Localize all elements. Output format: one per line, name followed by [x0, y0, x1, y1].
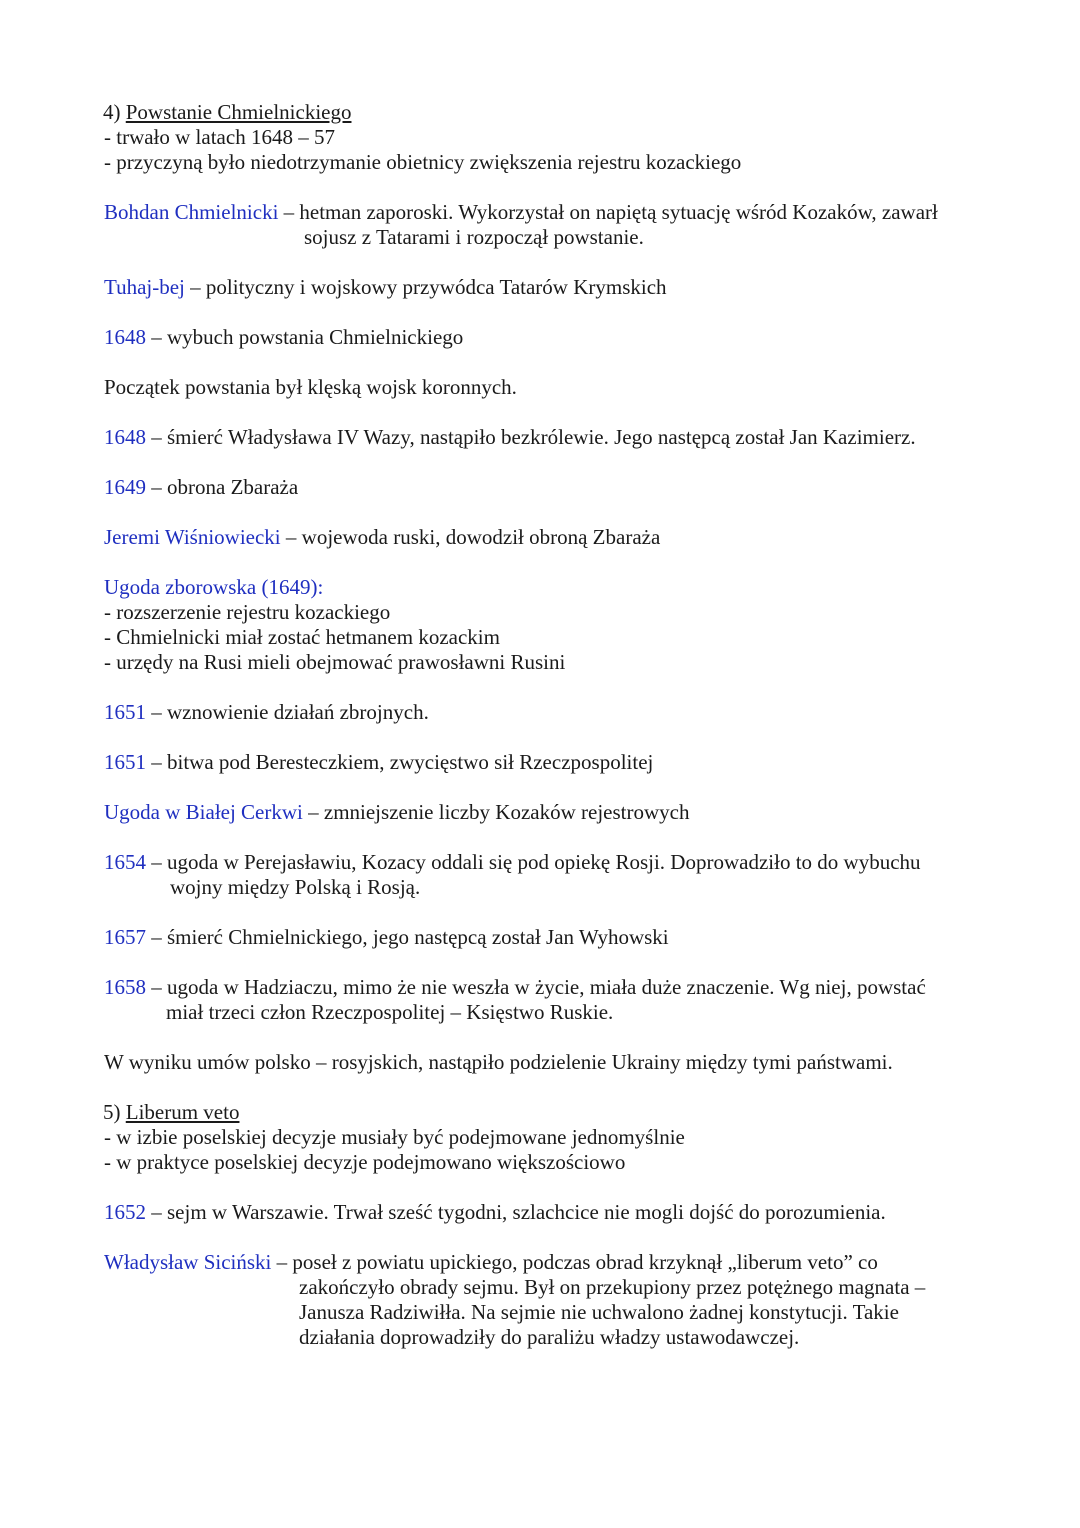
entry-1654 [104, 850, 994, 875]
paragraph: W wyniku umów polsko – rosyjskich, nastąpiło podzielenie Ukrainy między tymi państwami. [104, 1050, 893, 1074]
entry-continuation: zakończyło obrady sejmu. Był on przekupiony przez potężnego magnata – [299, 1275, 926, 1299]
section-5-heading [103, 1100, 994, 1125]
year: 1651 [104, 700, 146, 724]
section-number: 4) [103, 100, 126, 124]
year: 1658 [104, 975, 146, 999]
entry-bohdan [104, 200, 994, 225]
entry-tuhaj [104, 275, 994, 300]
entry-1657 [104, 925, 994, 950]
term: Bohdan Chmielnicki [104, 200, 279, 224]
definition: – wznowienie działań zbrojnych. [146, 700, 429, 724]
entry-1648-death [104, 425, 994, 450]
entry-1651-battle [104, 750, 994, 775]
year: 1654 [104, 850, 146, 874]
definition: – śmierć Władysława IV Wazy, nastąpiło bezkrólewie. Jego następcą został Jan Kazimierz. [146, 425, 916, 449]
section-number: 5) [103, 1100, 126, 1124]
entry-biala-cerkiew [104, 800, 994, 825]
definition: – ugoda w Perejasławiu, Kozacy oddali się pod opiekę Rosji. Doprowadziło to do wybuchu [146, 850, 921, 874]
paragraph: Początek powstania był klęską wojsk koronnych. [104, 375, 517, 399]
bullet: - w izbie poselskiej decyzje musiały być podejmowane jednomyślnie [104, 1125, 685, 1149]
year: 1648 [104, 425, 146, 449]
section-title: Powstanie Chmielnickiego [125, 100, 352, 124]
entry-1651-resume [104, 700, 994, 725]
year: 1648 [104, 325, 146, 349]
section-4-heading [103, 100, 994, 125]
term: Władysław Siciński [104, 1250, 272, 1274]
bullet: - Chmielnicki miał zostać hetmanem kozackim [104, 625, 500, 649]
definition: – polityczny i wojskowy przywódca Tatarów Krymskich [184, 275, 667, 299]
entry-continuation: działania doprowadziły do paraliżu władzy ustawodawczej. [299, 1325, 800, 1349]
entry-1649 [104, 475, 994, 500]
entry-continuation: sojusz z Tatarami i rozpoczął powstanie. [304, 225, 644, 249]
entry-continuation: Janusza Radziwiłła. Na sejmie nie uchwalono żadnej konstytucji. Takie [299, 1300, 899, 1324]
term: Tuhaj-bej [104, 275, 185, 299]
bullet: - przyczyną było niedotrzymanie obietnicy zwiększenia rejestru kozackiego [104, 150, 742, 174]
term: Jeremi Wiśniowiecki [104, 525, 281, 549]
bullet: - rozszerzenie rejestru kozackiego [104, 600, 391, 624]
definition: – obrona Zbaraża [146, 475, 299, 499]
definition: – sejm w Warszawie. Trwał sześć tygodni, szlachcice nie mogli dojść do porozumienia. [146, 1200, 886, 1224]
definition: – wybuch powstania Chmielnickiego [146, 325, 464, 349]
entry-1658 [104, 975, 994, 1000]
term: Ugoda w Białej Cerkwi [104, 800, 303, 824]
entry-ugoda-zborowska: Ugoda zborowska (1649): [104, 575, 324, 599]
entry-jeremi [104, 525, 994, 550]
year: 1657 [104, 925, 146, 949]
document-page [104, 100, 994, 1350]
definition: – wojewoda ruski, dowodził obroną Zbaraża [280, 525, 661, 549]
entry-sicinski [104, 1250, 994, 1275]
section-title: Liberum veto [125, 1100, 240, 1124]
definition: – hetman zaporoski. Wykorzystał on napiętą sytuację wśród Kozaków, zawarł [278, 200, 938, 224]
entry-continuation: wojny między Polską i Rosją. [170, 875, 421, 899]
bullet: - urzędy na Rusi mieli obejmować prawosławni Rusini [104, 650, 566, 674]
definition: – bitwa pod Beresteczkiem, zwycięstwo sił Rzeczpospolitej [146, 750, 654, 774]
year: 1649 [104, 475, 146, 499]
bullet: - trwało w latach 1648 – 57 [104, 125, 335, 149]
entry-continuation: miał trzeci człon Rzeczpospolitej – Księstwo Ruskie. [166, 1000, 614, 1024]
definition: – zmniejszenie liczby Kozaków rejestrowych [302, 800, 690, 824]
entry-1652 [104, 1200, 994, 1225]
definition: – śmierć Chmielnickiego, jego następcą został Jan Wyhowski [146, 925, 669, 949]
definition: – ugoda w Hadziaczu, mimo że nie weszła w życie, miała duże znaczenie. Wg niej, powstać [146, 975, 926, 999]
entry-1648-outbreak [104, 325, 994, 350]
bullet: - w praktyce poselskiej decyzje podejmowano większościowo [104, 1150, 626, 1174]
year: 1651 [104, 750, 146, 774]
definition: – poseł z powiatu upickiego, podczas obrad krzyknął „liberum veto” co [271, 1250, 878, 1274]
year: 1652 [104, 1200, 146, 1224]
